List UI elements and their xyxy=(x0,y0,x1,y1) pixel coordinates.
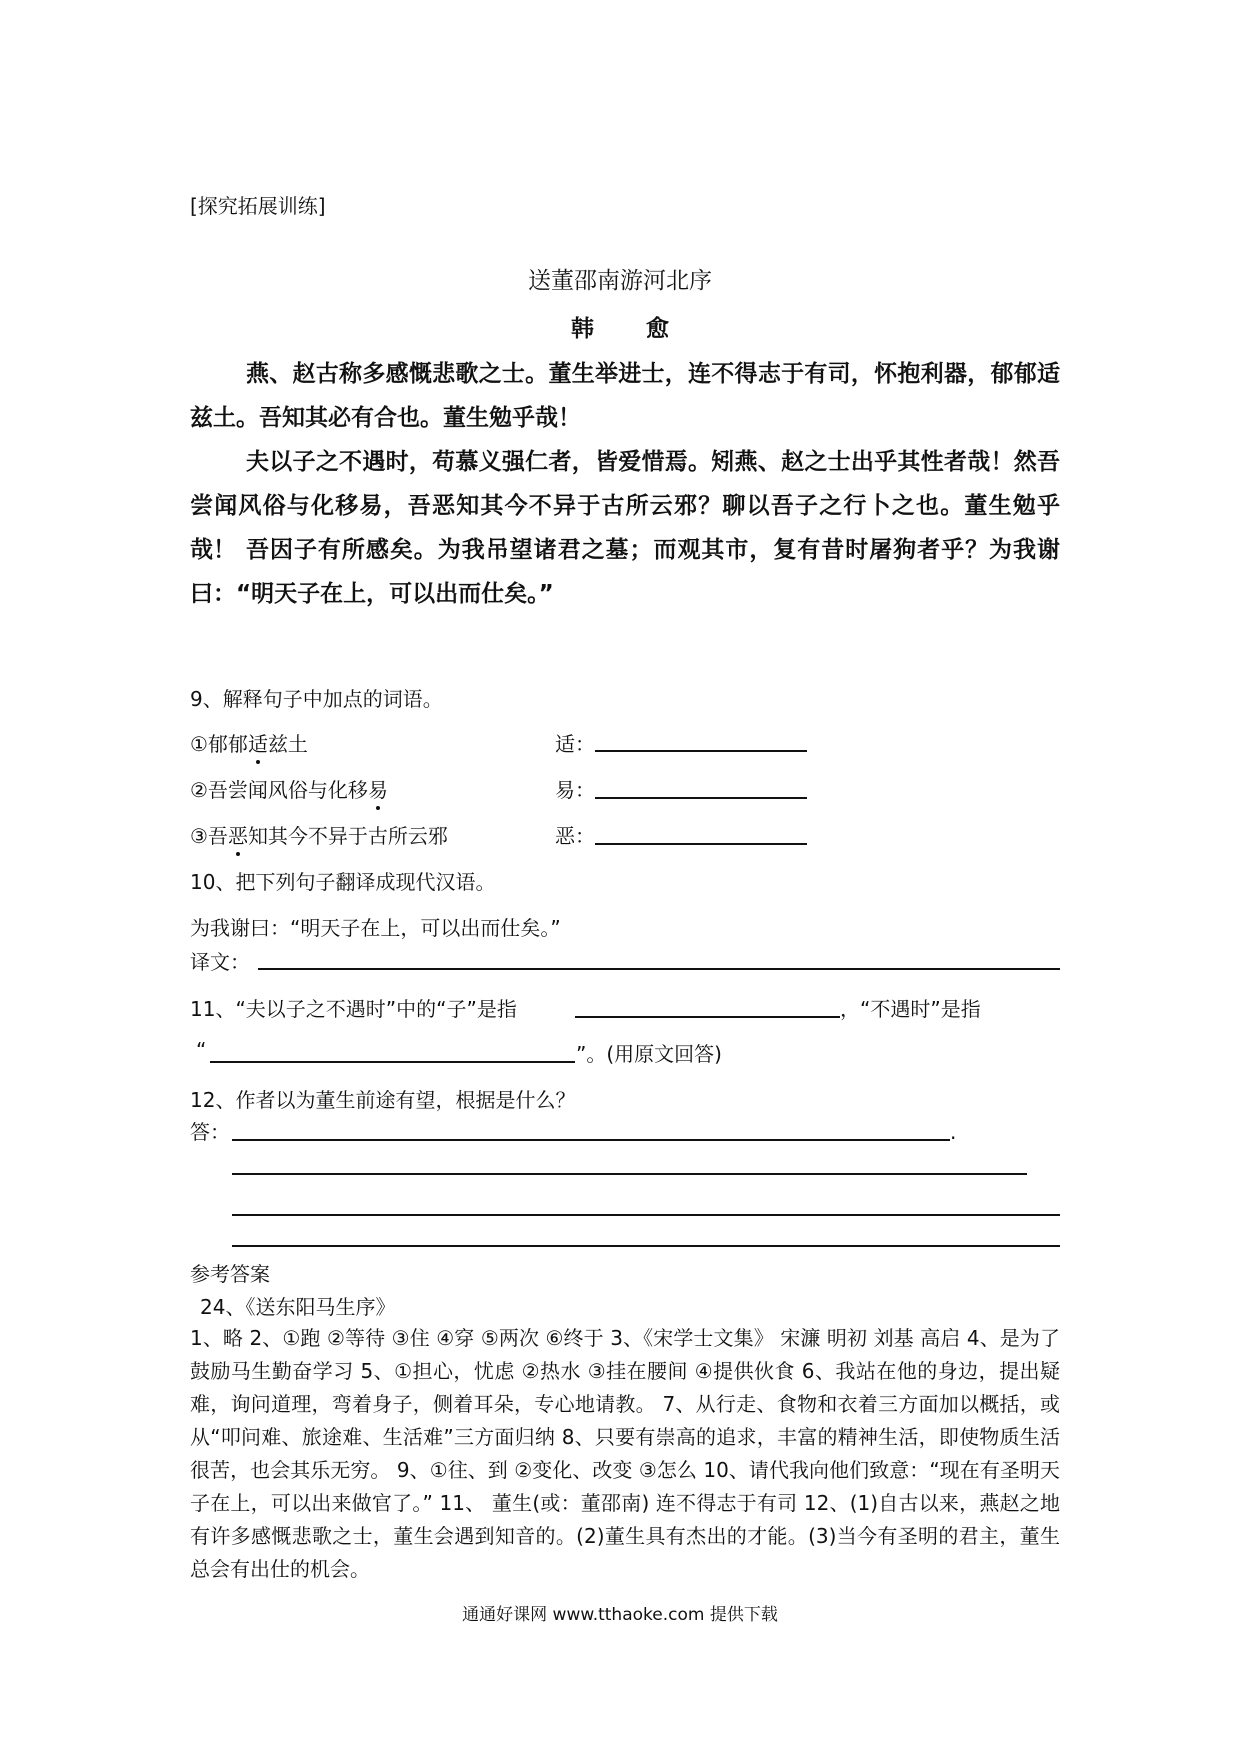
q12-answer-blank-2[interactable] xyxy=(232,1173,1027,1175)
q11-open-quote: “ xyxy=(196,1038,207,1062)
q9-answer-3-blank[interactable] xyxy=(595,843,807,845)
q9-item-3-dotted-word: 恶 xyxy=(228,820,248,849)
q12-answer-blank-3[interactable] xyxy=(232,1214,1060,1216)
q10-answer-label: 译文： xyxy=(190,950,250,974)
q9-item-1 xyxy=(190,728,308,757)
q9-answer-2-label: 易： xyxy=(555,778,595,802)
q11-part1: 11、“夫以子之不遇时”中的“子”是指 xyxy=(190,997,517,1021)
passage-paragraph-3: 吾因子有所感矣。为我吊望诸君之墓；而观其市，复有昔时屠狗者乎？为我谢曰：“明天子在上，可以出而仕矣。” xyxy=(190,537,1060,607)
q9-item-2 xyxy=(190,774,388,803)
q9-item-1-pre: ①郁郁 xyxy=(190,732,248,756)
section-tag: [探究拓展训练] xyxy=(190,194,326,218)
q9-item-3 xyxy=(190,820,448,849)
passage-author: 韩 愈 xyxy=(570,316,691,342)
q10-answer-blank[interactable] xyxy=(258,968,1060,970)
answers-body: 1、略 2、①跑 ②等待 ③住 ④穿 ⑤两次 ⑥终于 3、《宋学士文集》 宋濂 明初 刘基 高启 4、是为了鼓励马生勤奋学习 5、①担心，忧虑 ②热水 ③挂在腰间 ④提供伙食 6、我站在他的身边，提出疑难，询问道理，弯着身子，侧着耳朵，专心地请教。 7、从行走、食物和衣着三方面加以概括，或从“叩问难、旅途难、生活难”三方面归纳 8、只要有崇高的追求，丰富的精神生活，即使物质生活很苦，也会其乐无穷。 9、①往、到 ②变化、改变 ③怎么 10、请代我向他们致意：“现在有圣明天子在上，可以出来做官了。” 11、 董生(或：董邵南) 连不得志于有司 12、(1)自古以来，燕赵之地有许多感慨悲歌之士，董生会遇到知音的。(2)董生具有杰出的才能。(3)当今有圣明的君主，董生总会有出仕的机会。 xyxy=(190,1326,1060,1581)
q9-item-2-pre: ②吾尝闻风俗与化移 xyxy=(190,778,368,802)
q9-answer-3-label: 恶： xyxy=(555,824,595,848)
q11-part2: ，“不遇时”是指 xyxy=(840,997,981,1021)
q9-answer-2-blank[interactable] xyxy=(595,797,807,799)
q12-answer-label: 答： xyxy=(190,1120,230,1144)
q12-prompt: 12、作者以为董生前途有望，根据是什么？ xyxy=(190,1088,576,1112)
passage-title: 送董邵南游河北序 xyxy=(528,268,712,294)
passage-paragraph-1: 燕、赵古称多感慨悲歌之士。董生举进士，连不得志于有司，怀抱利器，郁郁适兹土。吾知其必有合也。董生勉乎哉！ xyxy=(190,361,1060,431)
q11-answer-1-blank[interactable] xyxy=(575,1016,840,1018)
q9-item-1-dotted-word: 适 xyxy=(248,728,268,757)
q9-answer-1-blank[interactable] xyxy=(595,750,807,752)
q9-item-3-post: 知其今不异于古所云邪 xyxy=(247,824,448,848)
q11-part3: ”。(用原文回答) xyxy=(576,1042,722,1066)
answers-subheading: 24、《送东阳马生序》 xyxy=(200,1295,396,1319)
q9-answer-1-label: 适： xyxy=(555,732,595,756)
q9-prompt: 9、解释句子中加点的词语。 xyxy=(190,687,443,711)
q12-line-end-dot: . xyxy=(950,1120,957,1144)
q11-answer-2-blank[interactable] xyxy=(210,1061,575,1063)
q9-item-1-post: 兹土 xyxy=(267,732,308,756)
page-footer: 通通好课网 www.tthaoke.com 提供下载 xyxy=(462,1605,778,1625)
q12-answer-blank-1[interactable] xyxy=(232,1139,950,1141)
q12-answer-blank-4[interactable] xyxy=(232,1245,1060,1247)
passage-paragraph-2: 夫以子之不遇时，苟慕义强仁者，皆爱惜焉。矧燕、赵之士出乎其性者哉！然吾尝闻风俗与化移易，吾恶知其今不异于古所云邪？聊以吾子之行卜之也。董生勉乎哉！ xyxy=(190,449,1060,563)
q10-prompt: 10、把下列句子翻译成现代汉语。 xyxy=(190,870,496,894)
q10-sentence: 为我谢曰：“明天子在上，可以出而仕矣。” xyxy=(190,916,561,940)
answers-heading: 参考答案 xyxy=(190,1262,270,1286)
q9-item-2-dotted-word: 易 xyxy=(368,774,388,803)
q9-item-3-pre: ③吾 xyxy=(190,824,228,848)
